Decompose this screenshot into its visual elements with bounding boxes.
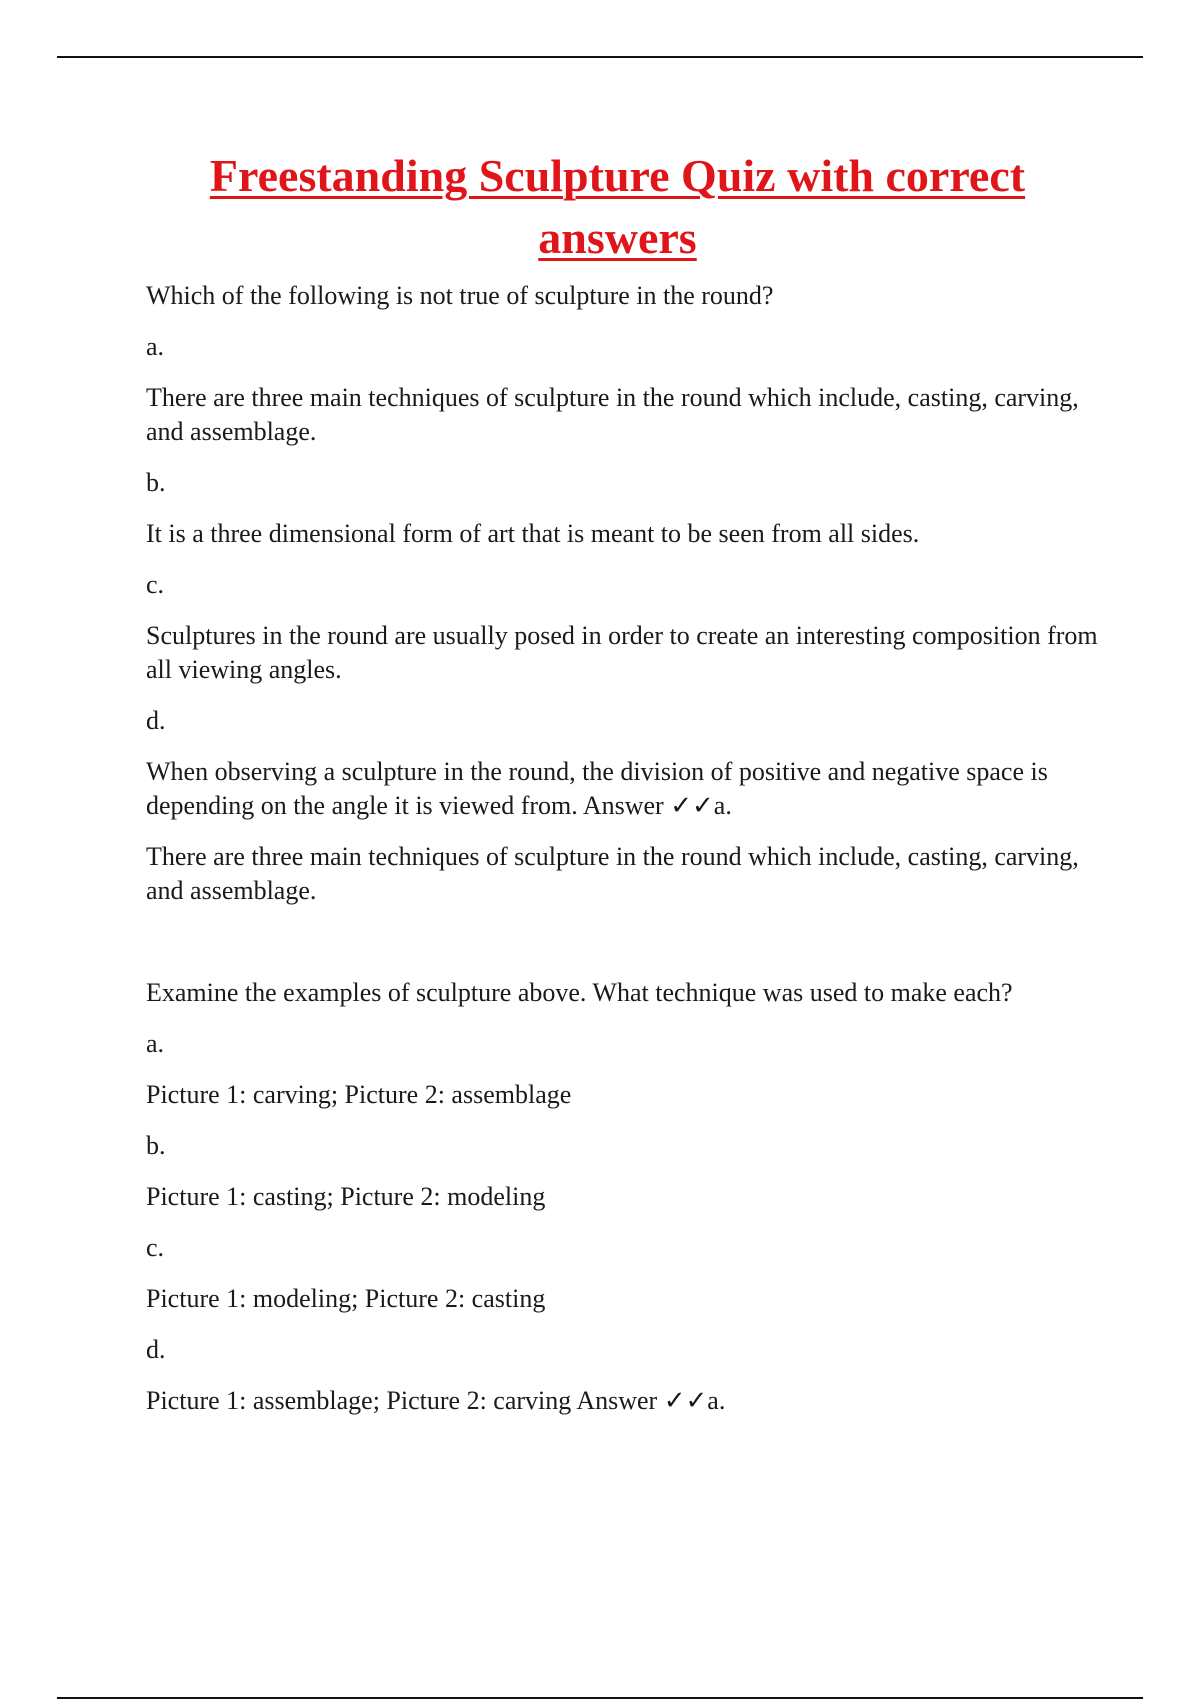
question-1-option-a-text: There are three main techniques of sculpture in the round which include, casting, carving, and assemblage. bbox=[146, 383, 1079, 446]
question-2-option-c-text: Picture 1: modeling; Picture 2: casting bbox=[146, 1284, 546, 1313]
question-1-option-b-text: It is a three dimensional form of art that is meant to be seen from all sides. bbox=[146, 519, 920, 548]
top-rule bbox=[57, 56, 1143, 58]
question-2-option-b-letter: b. bbox=[146, 1131, 166, 1160]
question-1-prompt: Which of the following is not true of sculpture in the round? bbox=[146, 281, 774, 310]
question-2-option-c-letter: c. bbox=[146, 1233, 165, 1262]
question-1-option-c-text: Sculptures in the round are usually posed in order to create an interesting composition from all viewing angles. bbox=[146, 621, 1098, 684]
document-body bbox=[146, 279, 1106, 1435]
question-2-option-b-text: Picture 1: casting; Picture 2: modeling bbox=[146, 1182, 546, 1211]
question-1-option-a-letter: a. bbox=[146, 332, 165, 361]
bottom-rule bbox=[57, 1697, 1143, 1699]
question-2-option-d-letter: d. bbox=[146, 1335, 166, 1364]
question-2-option-a-letter: a. bbox=[146, 1029, 165, 1058]
title-line-1: Freestanding Sculpture Quiz with correct bbox=[209, 150, 1026, 201]
section-spacer bbox=[146, 925, 1106, 976]
title-line-2: answers bbox=[538, 212, 697, 263]
question-1-option-d-letter: d. bbox=[146, 706, 166, 735]
question-2-option-a-text: Picture 1: carving; Picture 2: assemblage bbox=[146, 1080, 572, 1109]
question-1-option-d-text: When observing a sculpture in the round, the division of positive and negative space is depending on the angle it is viewed from. Answer ✓✓a. bbox=[146, 757, 1048, 820]
question-2-prompt: Examine the examples of sculpture above. What technique was used to make each? bbox=[146, 978, 1013, 1007]
document-title bbox=[145, 145, 1090, 269]
question-1-explanation: There are three main techniques of sculpture in the round which include, casting, carving, and assemblage. bbox=[146, 842, 1079, 905]
question-1-option-c-letter: c. bbox=[146, 570, 165, 599]
question-1-option-b-letter: b. bbox=[146, 468, 166, 497]
question-2-option-d-text: Picture 1: assemblage; Picture 2: carving Answer ✓✓a. bbox=[146, 1386, 726, 1415]
